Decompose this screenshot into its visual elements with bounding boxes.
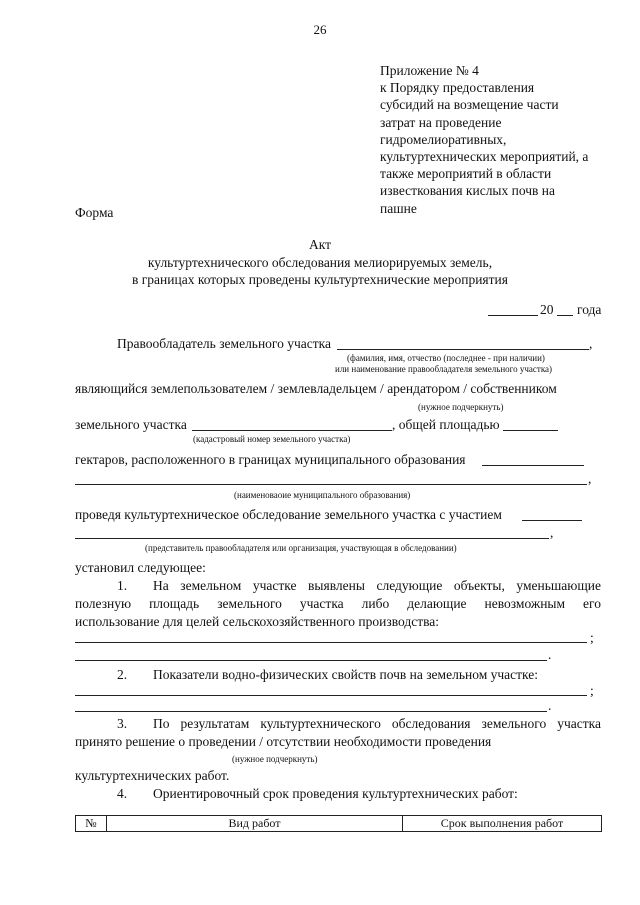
item-3-note: (нужное подчеркнуть) <box>232 754 318 764</box>
appendix-line: также мероприятий в области <box>380 166 552 182</box>
owner-label: Правообладатель земельного участка <box>117 336 332 351</box>
item-4-text: Ориентировочный срок проведения культуртехнических работ: <box>153 786 518 801</box>
period: . <box>548 698 552 713</box>
appendix-line: субсидий на возмещение части <box>380 97 559 113</box>
item-4-number: 4. <box>117 786 128 801</box>
appendix-block <box>380 62 588 217</box>
item-3-number: 3. <box>117 716 128 731</box>
date-year-blank[interactable] <box>557 315 573 316</box>
item-3-line-2: принято решение о проведении / отсутствии необходимости проведения <box>75 734 492 749</box>
period: . <box>548 647 552 662</box>
cadastral-note: (кадастровый номер земельного участка) <box>193 434 351 444</box>
item-3-line-1: По результатам культуртехнического обследования земельного участка <box>153 716 601 731</box>
appendix-line: Приложение № 4 <box>380 63 479 78</box>
title-line-1: Акт <box>308 237 332 252</box>
established-label: установил следующее: <box>75 560 206 575</box>
item-3-line-3: культуртехнических работ. <box>75 768 230 783</box>
plot-label: земельного участка <box>75 417 187 432</box>
appendix-line: гидромелиоративных, <box>380 131 507 147</box>
table-header-row <box>76 816 602 832</box>
table-header-deadline: Срок выполнения работ <box>403 816 602 832</box>
hectares-line: гектаров, расположенного в границах муниципального образования <box>75 452 466 467</box>
survey-line: проведя культуртехническое обследование земельного участка с участием <box>75 507 502 522</box>
appendix-line: культуртехнических мероприятий, а <box>380 149 589 165</box>
status-note: (нужное подчеркнуть) <box>418 402 504 412</box>
item-1-field-2[interactable] <box>75 660 547 661</box>
appendix-line: известкования кислых почв на <box>380 183 556 199</box>
owner-field[interactable] <box>337 349 589 350</box>
appendix-line: пашне <box>380 200 417 216</box>
area-label: , общей площадью <box>392 417 500 432</box>
semicolon: ; <box>590 683 594 698</box>
item-2-text: Показатели водно-физических свойств почв на земельном участке: <box>153 667 539 682</box>
item-2-field-2[interactable] <box>75 711 547 712</box>
participant-note: (представитель правообладателя или организация, участвующая в обследовании) <box>145 543 457 553</box>
form-label: Форма <box>75 205 114 220</box>
cadastral-field[interactable] <box>192 430 392 431</box>
owner-note-2: или наименование правообладателя земельного участка) <box>335 364 553 374</box>
appendix-line: к Порядку предоставления <box>380 80 535 96</box>
table-header-work-type: Вид работ <box>107 816 403 832</box>
participant-field-1[interactable] <box>522 520 582 521</box>
item-2-number: 2. <box>117 667 128 682</box>
municipality-field-2[interactable] <box>75 484 587 485</box>
status-line: являющийся землепользователем / землевладельцем / арендатором / собственником <box>75 381 557 396</box>
participant-field-2[interactable] <box>75 538 549 539</box>
comma: , <box>588 471 592 486</box>
appendix-line: затрат на проведение <box>380 114 502 130</box>
item-1-line-1: На земельном участке выявлены следующие объекты, уменьшающие <box>153 578 601 593</box>
area-field[interactable] <box>503 430 558 431</box>
item-1-number: 1. <box>117 578 128 593</box>
page-number: 26 <box>313 22 327 37</box>
semicolon: ; <box>590 630 594 645</box>
title-line-3: в границах которых проведены культуртехнические мероприятия <box>132 272 508 287</box>
municipality-note: (наименоваоие муниципального образования) <box>234 490 411 500</box>
comma: , <box>550 525 554 540</box>
owner-note-1: (фамилия, имя, отчество (последнее - при наличии) <box>347 353 545 363</box>
item-2-field-1[interactable] <box>75 695 587 696</box>
table-header-number: № <box>76 816 107 832</box>
date-year-prefix: 20 <box>540 302 554 317</box>
works-table <box>75 815 602 832</box>
comma: , <box>589 336 593 351</box>
title-line-2: культуртехнического обследования мелиорируемых земель, <box>147 255 493 270</box>
date-day-blank[interactable] <box>488 315 538 316</box>
municipality-field-1[interactable] <box>482 465 584 466</box>
date-year-suffix: года <box>577 302 602 317</box>
item-1-line-2: полезную площадь земельного участка либо делающие невозможным его <box>75 596 601 611</box>
item-1-line-3: использование для целей сельскохозяйственного производства: <box>75 614 440 629</box>
item-1-field-1[interactable] <box>75 642 587 643</box>
